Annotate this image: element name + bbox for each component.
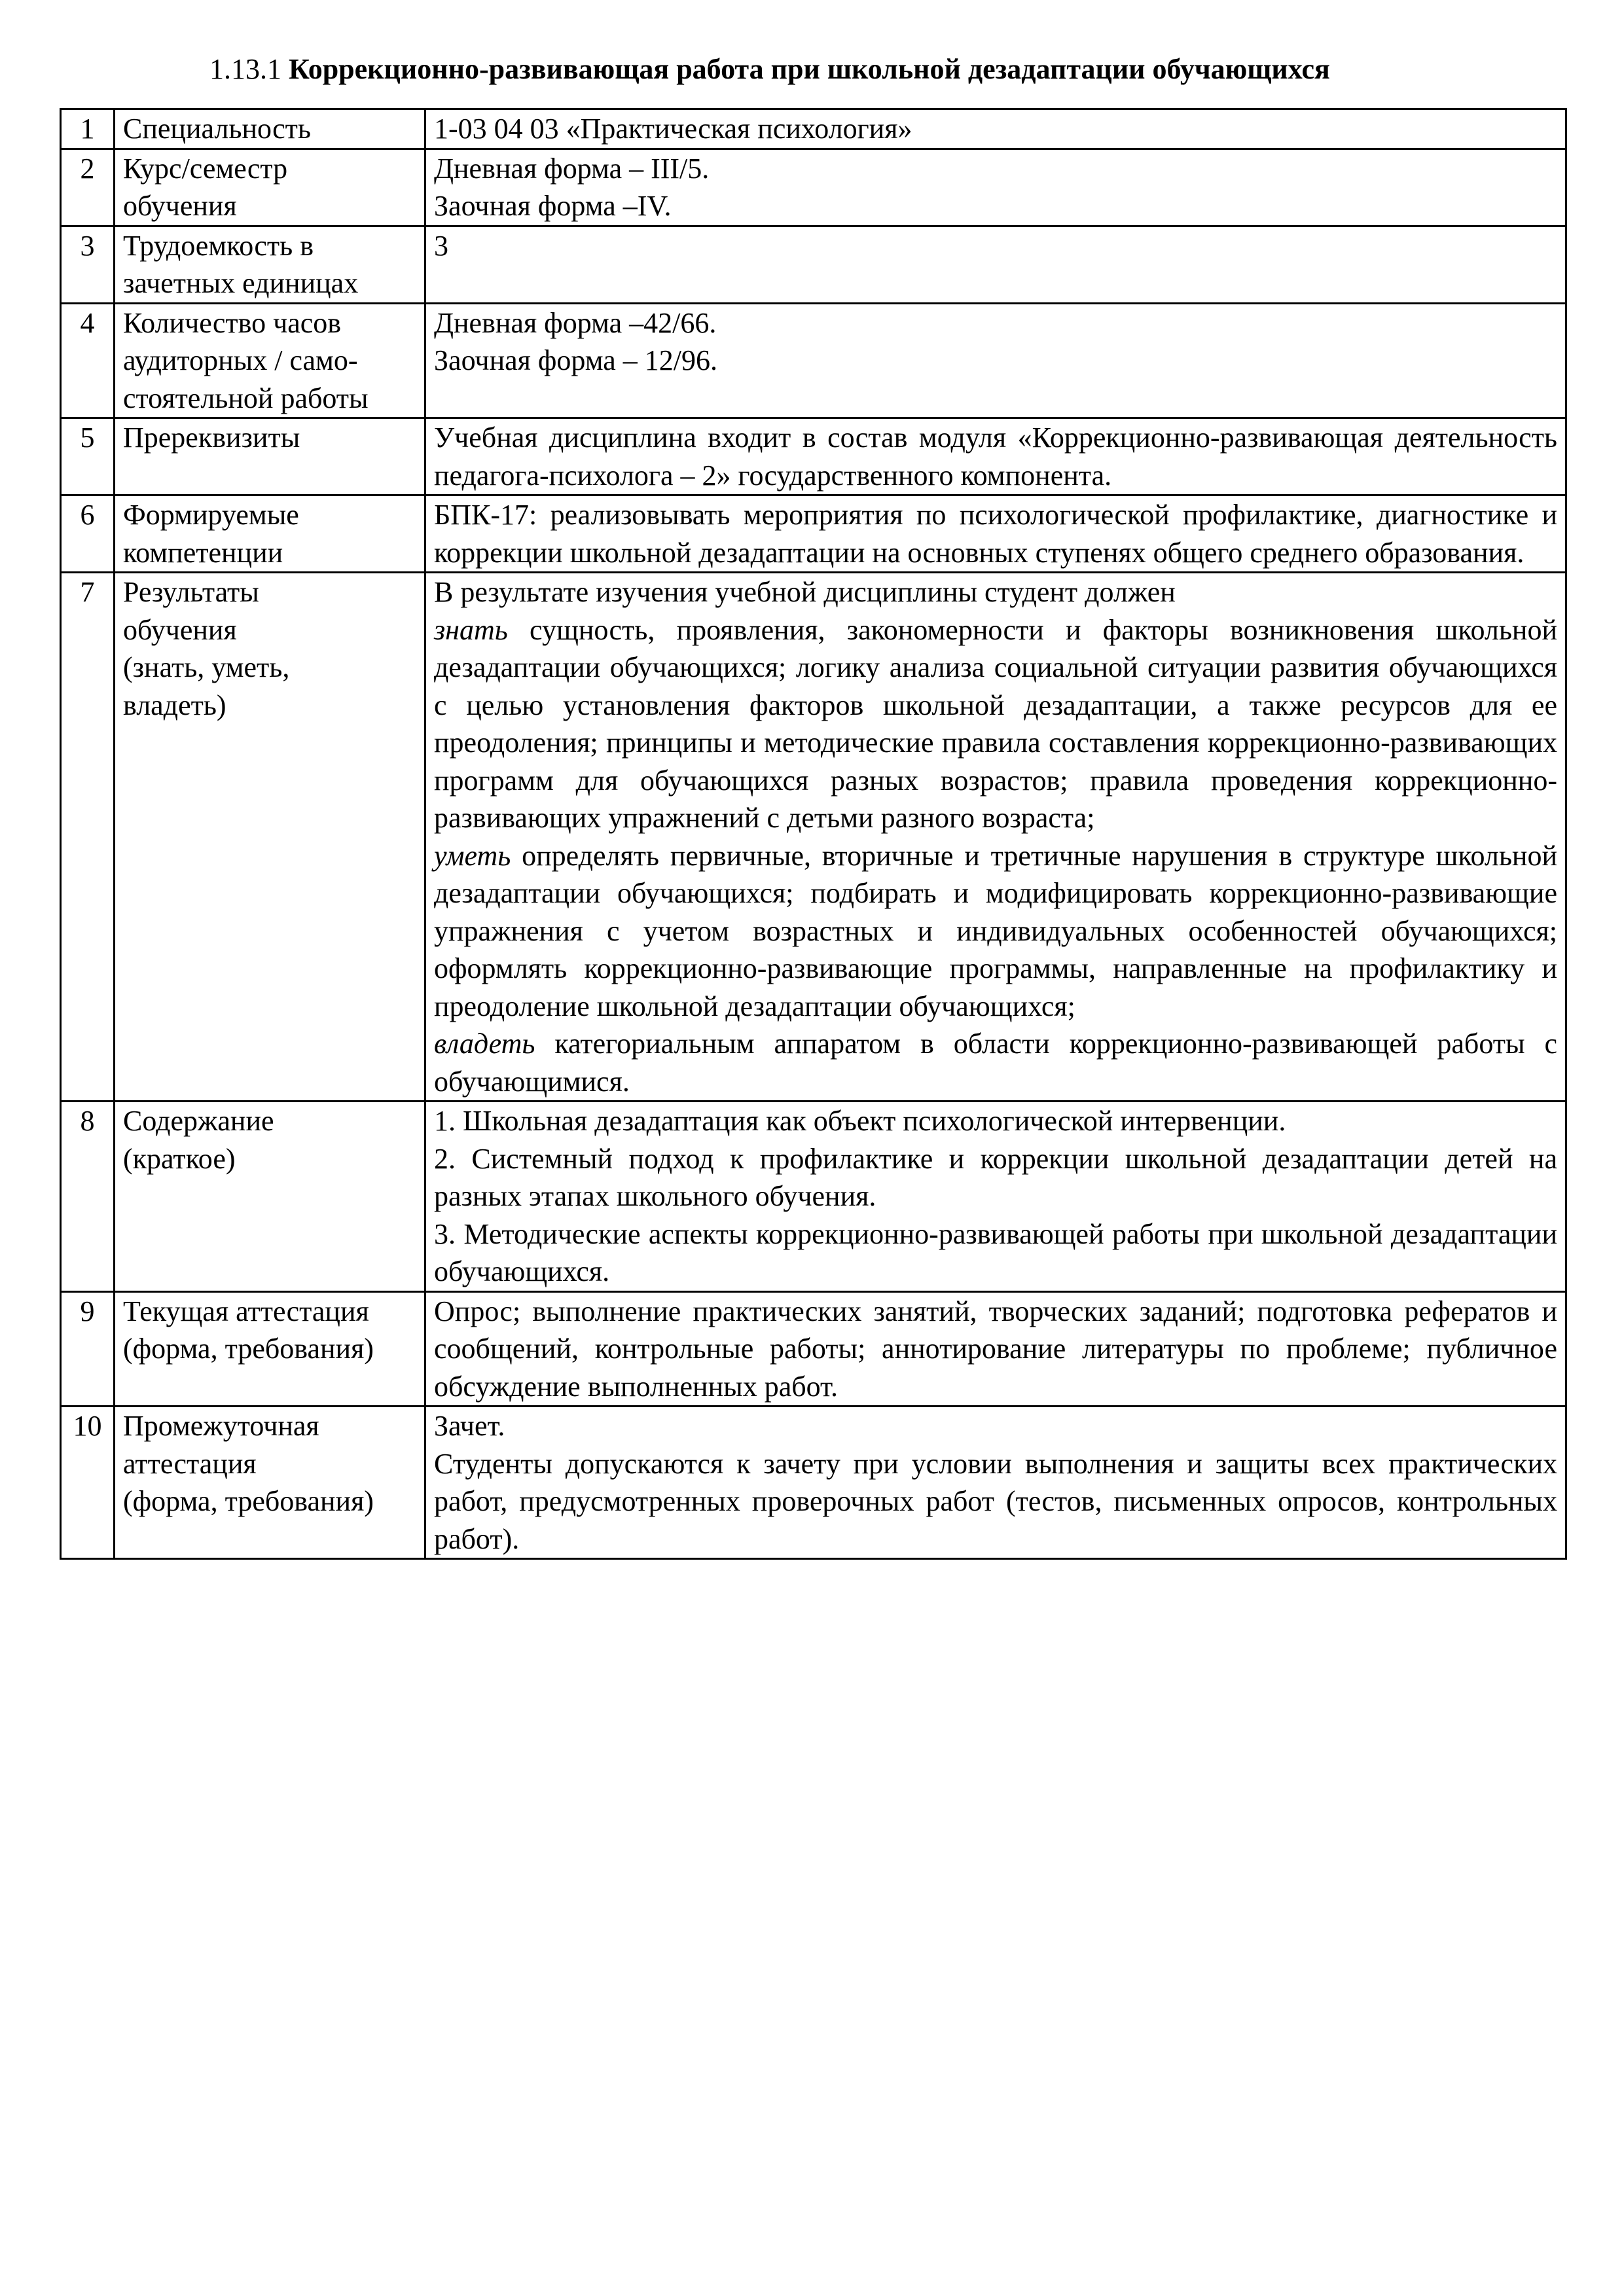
table-row bbox=[61, 418, 1566, 495]
row-label bbox=[115, 573, 425, 1102]
outcome-can bbox=[434, 837, 1557, 1026]
row-number: 1 bbox=[61, 109, 115, 149]
outcome-know bbox=[434, 611, 1557, 837]
row-label-line: Пререквизиты bbox=[123, 422, 300, 454]
table-row bbox=[61, 226, 1566, 303]
row-label bbox=[115, 495, 425, 573]
row-value-paragraph: Опрос; выполнение практических занятий, творческих заданий; подготовка рефератов и сообщений, контрольные работы; аннотирование литературы по проблеме; публичное обсуждение выполненных работ. bbox=[434, 1295, 1557, 1403]
table-row bbox=[61, 495, 1566, 573]
row-label-line: (форма, требования) bbox=[123, 1333, 374, 1365]
row-value-line: Заочная форма – 12/96. bbox=[434, 344, 718, 376]
row-label-line: обучения bbox=[123, 190, 237, 222]
row-label-line: компетенции bbox=[123, 536, 283, 569]
row-label-line: Текущая аттестация bbox=[123, 1295, 369, 1327]
row-label-line: обучения bbox=[123, 613, 237, 646]
outcome-verb: уметь bbox=[434, 839, 511, 872]
row-label-line: (форма, требования) bbox=[123, 1485, 374, 1517]
row-value-paragraph: БПК-17: реализовывать мероприятия по психологической профилактике, диагностике и коррекции школьной дезадаптации на основных ступенях общего среднего образования. bbox=[434, 499, 1557, 569]
row-label-line: Специальность bbox=[123, 113, 311, 145]
content-item: 2. Системный подход к профилактике и коррекции школьной дезадаптации детей на разных этапах школьного обучения. bbox=[434, 1142, 1557, 1212]
table-row bbox=[61, 303, 1566, 418]
outcome-master bbox=[434, 1025, 1557, 1100]
row-label-line: Формируемые bbox=[123, 499, 299, 531]
row-value bbox=[425, 573, 1566, 1102]
row-label bbox=[115, 1102, 425, 1292]
row-label bbox=[115, 1291, 425, 1407]
row-value bbox=[425, 1407, 1566, 1559]
row-number: 5 bbox=[61, 418, 115, 495]
title-text: Коррекционно-развивающая работа при школьной дезадаптации обучающихся bbox=[289, 53, 1330, 85]
discipline-table bbox=[60, 108, 1567, 1560]
row-value bbox=[425, 418, 1566, 495]
row-number: 4 bbox=[61, 303, 115, 418]
table-row bbox=[61, 573, 1566, 1102]
outcome-verb: владеть bbox=[434, 1028, 535, 1060]
row-value bbox=[425, 495, 1566, 573]
row-value-line: 3 bbox=[434, 229, 448, 262]
table-row bbox=[61, 1407, 1566, 1559]
row-label-line: Промежуточная bbox=[123, 1410, 319, 1442]
row-label-line: Результаты bbox=[123, 576, 259, 608]
row-label bbox=[115, 303, 425, 418]
row-value bbox=[425, 303, 1566, 418]
row-number: 10 bbox=[61, 1407, 115, 1559]
row-value-line: 1-03 04 03 «Практическая психология» bbox=[434, 113, 912, 145]
content-item: 3. Методические аспекты коррекционно-развивающей работы при школьной дезадаптации обучающихся. bbox=[434, 1217, 1557, 1287]
row-value bbox=[425, 1102, 1566, 1292]
table-row bbox=[61, 1291, 1566, 1407]
row-value-line: Дневная форма – III/5. bbox=[434, 152, 710, 185]
row-value bbox=[425, 109, 1566, 149]
row-label-line: аудиторных / само- bbox=[123, 344, 358, 376]
row-number: 3 bbox=[61, 226, 115, 303]
row-value-line: Зачет. bbox=[434, 1410, 505, 1442]
row-value-line: Заочная форма –IV. bbox=[434, 190, 672, 222]
row-number: 7 bbox=[61, 573, 115, 1102]
row-label-line: Курс/семестр bbox=[123, 152, 288, 185]
title-number: 1.13.1 bbox=[209, 53, 281, 85]
row-label bbox=[115, 1407, 425, 1559]
row-label-line: зачетных единицах bbox=[123, 267, 359, 299]
row-value-paragraph: Студенты допускаются к зачету при условии выполнения и защиты всех практических работ, предусмотренных проверочных работ (тестов, письменных опросов, контрольных работ). bbox=[434, 1447, 1557, 1555]
row-label bbox=[115, 418, 425, 495]
row-number: 9 bbox=[61, 1291, 115, 1407]
row-label bbox=[115, 109, 425, 149]
row-value bbox=[425, 1291, 1566, 1407]
table-row bbox=[61, 1102, 1566, 1292]
row-number: 6 bbox=[61, 495, 115, 573]
table-row bbox=[61, 109, 1566, 149]
content-item: 1. Школьная дезадаптация как объект психологической интервенции. bbox=[434, 1105, 1286, 1137]
outcome-text: категориальным аппаратом в области коррекционно-развивающей работы с обучающимися. bbox=[434, 1028, 1557, 1098]
row-label-line: стоятельной работы bbox=[123, 382, 369, 414]
row-label-line: Содержание bbox=[123, 1105, 274, 1137]
row-label-line: (краткое) bbox=[123, 1142, 236, 1175]
row-label-line: (знать, уметь, bbox=[123, 651, 290, 683]
row-value bbox=[425, 226, 1566, 303]
outcomes-intro: В результате изучения учебной дисциплины студент должен bbox=[434, 576, 1176, 608]
row-label-line: владеть) bbox=[123, 689, 226, 721]
document-title bbox=[209, 51, 1584, 88]
outcome-text: сущность, проявления, закономерности и факторы возникновения школьной дезадаптации обучающихся; логику анализа социальной ситуации развития обучающихся с целью установления факторов школьной дезадаптации, а также ресурсов для ее преодоления; принципы и методические правила составления коррекционно-развивающих программ для обучающихся разных возрастов; правила проведения коррекционно-развивающих упражнений с детьми разного возраста; bbox=[434, 613, 1558, 834]
outcome-verb: знать bbox=[434, 613, 508, 646]
row-label-line: аттестация bbox=[123, 1447, 257, 1480]
row-label bbox=[115, 149, 425, 226]
row-number: 8 bbox=[61, 1102, 115, 1292]
table-row bbox=[61, 149, 1566, 226]
row-value-paragraph: Учебная дисциплина входит в состав модуля «Коррекционно-развивающая деятельность педагога-психолога – 2» государственного компонента. bbox=[434, 422, 1557, 492]
row-value bbox=[425, 149, 1566, 226]
row-label-line: Количество часов bbox=[123, 306, 342, 339]
row-value-line: Дневная форма –42/66. bbox=[434, 306, 717, 339]
outcome-text: определять первичные, вторичные и третичные нарушения в структуре школьной дезадаптации обучающихся; подбирать и модифицировать коррекционно-развивающие упражнения с учетом возрастных и индивидуальных особенностей обучающихся; оформлять коррекционно-развивающие программы, направленные на профилактику и преодоление школьной дезадаптации обучающихся; bbox=[434, 839, 1558, 1022]
row-label-line: Трудоемкость в bbox=[123, 229, 314, 262]
row-number: 2 bbox=[61, 149, 115, 226]
row-label bbox=[115, 226, 425, 303]
